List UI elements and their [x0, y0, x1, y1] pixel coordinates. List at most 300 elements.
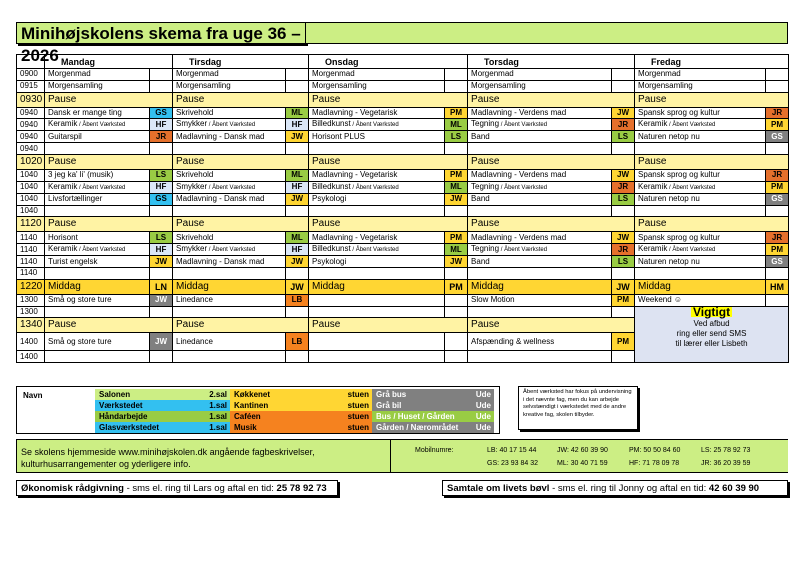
pause-cell: Pause — [468, 217, 635, 232]
course-cell: Morgensamling — [468, 80, 612, 92]
teacher-code: JW — [286, 193, 309, 205]
schedule-row — [17, 107, 789, 119]
time-cell: 1140 — [17, 232, 45, 244]
room-floor: 1.sal — [209, 412, 227, 421]
teacher-code — [766, 267, 789, 279]
economic-advice-text: - sms el. ring til Lars og aftal en tid: — [123, 483, 277, 494]
course-cell: Billedkunst / Åbent Værksted — [309, 244, 445, 256]
time-cell: 1300 — [17, 306, 45, 318]
teacher-code — [612, 143, 635, 155]
mobile-label: Mobilnumre: — [415, 447, 454, 454]
pause-cell: Pause — [309, 154, 468, 169]
teacher-code — [612, 69, 635, 81]
course-cell: Psykologi — [309, 193, 445, 205]
time-cell: 1140 — [17, 244, 45, 256]
room-name: Håndarbejde — [99, 412, 148, 421]
teacher-code: JR — [612, 119, 635, 131]
teacher-code: HF — [150, 244, 173, 256]
course-cell: Slow Motion — [468, 294, 612, 306]
course-cell: Keramik / Åbent Værksted — [45, 244, 150, 256]
room-name: Værkstedet — [99, 401, 143, 410]
course-cell — [173, 267, 286, 279]
teacher-code: GS — [150, 193, 173, 205]
phone-number: LB: 40 17 15 44 — [487, 447, 537, 454]
course-cell: Dansk er mange ting — [45, 107, 150, 119]
room-floor: 1.sal — [209, 401, 227, 410]
room-floor: Ude — [475, 390, 491, 399]
empty-cell — [468, 351, 612, 363]
course-cell — [309, 267, 445, 279]
teacher-code — [766, 143, 789, 155]
course-cell: Horisont PLUS — [309, 131, 445, 143]
legend-col-2 — [230, 389, 372, 433]
teacher-code — [445, 143, 468, 155]
economic-advice-number: 25 78 92 73 — [276, 483, 327, 494]
teacher-code: HF — [286, 244, 309, 256]
teacher-code: HM — [766, 279, 789, 294]
room-floor: 2.sal — [209, 390, 227, 399]
course-cell: Keramik / Åbent Værksted — [635, 181, 766, 193]
teacher-code — [766, 205, 789, 217]
teacher-code: JW — [445, 256, 468, 268]
course-cell: Keramik / Åbent Værksted — [45, 181, 150, 193]
pause-cell: Pause — [173, 318, 309, 333]
schedule-row — [17, 131, 789, 143]
open-workshop-tag: / Åbent Værksted — [499, 122, 548, 129]
course-cell: Madlavning - Verdens mad — [468, 107, 612, 119]
teacher-code: PM — [445, 107, 468, 119]
course-cell: Afspænding & wellness — [468, 333, 612, 351]
room-name: Musik — [234, 423, 257, 432]
info-line-1: Se skolens hjemmeside www.minihøjskolen.dk angående fagbeskrivelser, — [21, 447, 315, 457]
teacher-code: PM — [766, 119, 789, 131]
course-cell: Morgenmad — [309, 69, 445, 81]
vigtigt-line: Ved afbud — [693, 318, 730, 328]
course-cell: Tegning / Åbent Værksted — [468, 119, 612, 131]
schedule-row — [17, 154, 789, 169]
open-workshop-tag: / Åbent Værksted — [77, 122, 126, 129]
teacher-code — [286, 267, 309, 279]
room-name: Glasværkstedet — [99, 423, 160, 432]
room-name: Grå bus — [376, 390, 407, 399]
room-floor: stuen — [347, 423, 369, 432]
course-cell: Guitarspil — [45, 131, 150, 143]
empty-cell — [468, 306, 612, 318]
empty-cell — [173, 306, 286, 318]
schedule-row — [17, 217, 789, 232]
teacher-code — [766, 80, 789, 92]
schedule-row — [17, 69, 789, 81]
course-cell: Linedance — [173, 333, 286, 351]
course-cell: Smykker / Åbent Værksted — [173, 119, 286, 131]
time-cell: 0930 — [17, 92, 45, 107]
course-cell: Skrivehold — [173, 232, 286, 244]
time-cell: 1140 — [17, 256, 45, 268]
pause-cell: Pause — [309, 92, 468, 107]
time-cell: 0940 — [17, 143, 45, 155]
open-workshop-tag: / Åbent Værksted — [350, 247, 399, 254]
teacher-code — [766, 69, 789, 81]
economic-advice-title: Økonomisk rådgivning — [21, 483, 124, 494]
course-cell: Morgensamling — [173, 80, 286, 92]
teacher-code: LS — [445, 131, 468, 143]
open-workshop-tag: / Åbent Værksted — [667, 184, 716, 191]
pause-cell: Pause — [635, 217, 789, 232]
teacher-code — [445, 267, 468, 279]
legend-room — [95, 389, 230, 400]
legend-room — [230, 422, 372, 433]
schedule-row — [17, 267, 789, 279]
course-cell — [45, 143, 150, 155]
teacher-code: JW — [612, 107, 635, 119]
course-cell: Skrivehold — [173, 107, 286, 119]
time-cell: 1040 — [17, 205, 45, 217]
legend-room — [372, 389, 494, 400]
course-cell: Morgensamling — [635, 80, 766, 92]
course-cell: Psykologi — [309, 256, 445, 268]
course-cell: Naturen netop nu — [635, 193, 766, 205]
midday-cell: Middag — [635, 279, 766, 294]
course-cell: Smykker / Åbent Værksted — [173, 244, 286, 256]
website-info — [21, 446, 381, 470]
schedule-row — [17, 205, 789, 217]
room-name: Køkkenet — [234, 390, 271, 399]
empty-cell — [309, 351, 445, 363]
teacher-code: GS — [766, 131, 789, 143]
pause-cell: Pause — [45, 154, 173, 169]
teacher-code: GS — [766, 256, 789, 268]
teacher-code: JR — [766, 232, 789, 244]
open-workshop-tag: / Åbent Værksted — [207, 247, 256, 254]
time-cell: 0940 — [17, 131, 45, 143]
course-cell: Tegning / Åbent Værksted — [468, 181, 612, 193]
room-legend — [16, 386, 500, 434]
vigtigt-line: ring eller send SMS — [676, 328, 747, 338]
teacher-code: JR — [150, 131, 173, 143]
course-cell: Weekend ☺ — [635, 294, 766, 306]
teacher-code — [612, 80, 635, 92]
course-cell: Morgenmad — [468, 69, 612, 81]
course-cell — [635, 143, 766, 155]
legend-room — [230, 411, 372, 422]
phone-number: PM: 50 50 84 60 — [629, 447, 681, 454]
pause-cell: Pause — [173, 154, 309, 169]
teacher-code: ML — [445, 119, 468, 131]
teacher-code: JR — [612, 244, 635, 256]
time-cell: 1020 — [17, 154, 45, 169]
teacher-code: LS — [612, 193, 635, 205]
time-cell: 1140 — [17, 267, 45, 279]
teacher-code — [150, 69, 173, 81]
teacher-code: LB — [286, 333, 309, 351]
teacher-code: PM — [445, 279, 468, 294]
course-cell: Madlavning - Vegetarisk — [309, 107, 445, 119]
empty-code — [286, 306, 309, 318]
course-cell: Linedance — [173, 294, 286, 306]
room-name: Bus / Huset / Gården — [376, 412, 455, 421]
time-header — [17, 55, 45, 69]
midday-cell: Middag — [173, 279, 286, 294]
teacher-code: JW — [286, 256, 309, 268]
teacher-code — [445, 333, 468, 351]
course-cell: Naturen netop nu — [635, 256, 766, 268]
time-cell: 1400 — [17, 351, 45, 363]
legend-col-3 — [372, 389, 494, 433]
day-header-torsdag: Torsdag — [468, 55, 635, 69]
room-name: Gården / Nærområdet — [376, 423, 459, 432]
room-floor: Ude — [475, 412, 491, 421]
day-header-tirsdag: Tirsdag — [173, 55, 309, 69]
time-cell: 1220 — [17, 279, 45, 294]
empty-code — [150, 351, 173, 363]
pause-cell: Pause — [635, 92, 789, 107]
teacher-code: HF — [150, 181, 173, 193]
schedule-table — [16, 54, 789, 363]
time-cell: 1120 — [17, 217, 45, 232]
teacher-code: JW — [612, 279, 635, 294]
teacher-code: GS — [150, 107, 173, 119]
time-cell: 1040 — [17, 193, 45, 205]
empty-code — [612, 306, 635, 318]
room-floor: Ude — [475, 401, 491, 410]
title-bar — [306, 22, 788, 44]
course-cell: Turist engelsk — [45, 256, 150, 268]
teacher-code: ML — [286, 169, 309, 181]
life-talk — [442, 480, 788, 496]
life-talk-text: - sms el. ring til Jonny og aftal en tid: — [549, 483, 709, 494]
teacher-code: JW — [150, 333, 173, 351]
course-cell: Naturen netop nu — [635, 131, 766, 143]
teacher-code: ML — [445, 181, 468, 193]
pause-cell: Pause — [468, 154, 635, 169]
room-name: Caféen — [234, 412, 261, 421]
teacher-code: GS — [766, 193, 789, 205]
teacher-code — [150, 143, 173, 155]
schedule-row — [17, 92, 789, 107]
phone-number: LS: 25 78 92 73 — [701, 447, 751, 454]
legend-room — [95, 411, 230, 422]
time-cell: 0940 — [17, 119, 45, 131]
day-header-mandag: Mandag — [45, 55, 173, 69]
course-cell — [468, 267, 612, 279]
teacher-code — [286, 205, 309, 217]
open-workshop-tag: / Åbent Værksted — [77, 247, 126, 254]
teacher-code — [150, 205, 173, 217]
course-cell — [309, 294, 445, 306]
legend-col-1 — [95, 389, 230, 433]
teacher-code: LS — [612, 256, 635, 268]
empty-cell — [309, 306, 445, 318]
teacher-code — [766, 294, 789, 306]
time-cell: 1040 — [17, 169, 45, 181]
teacher-code: PM — [445, 232, 468, 244]
course-cell: Billedkunst / Åbent Værksted — [309, 181, 445, 193]
teacher-code: JW — [286, 131, 309, 143]
course-cell — [309, 205, 445, 217]
life-talk-number: 42 60 39 90 — [708, 483, 760, 494]
course-cell: Madlavning - Dansk mad — [173, 131, 286, 143]
teacher-code — [150, 80, 173, 92]
pause-cell: Pause — [309, 217, 468, 232]
teacher-code: LB — [286, 294, 309, 306]
time-cell: 1300 — [17, 294, 45, 306]
schedule-row — [17, 232, 789, 244]
course-cell: Morgensamling — [309, 80, 445, 92]
course-cell — [468, 205, 612, 217]
teacher-code: ML — [445, 244, 468, 256]
schedule-row — [17, 169, 789, 181]
pause-cell: Pause — [635, 154, 789, 169]
course-cell: Livsfortællinger — [45, 193, 150, 205]
teacher-code — [612, 205, 635, 217]
course-cell: Band — [468, 193, 612, 205]
teacher-code: LS — [150, 169, 173, 181]
teacher-code: PM — [612, 294, 635, 306]
course-cell: Horisont — [45, 232, 150, 244]
open-workshop-tag: / Åbent Værksted — [350, 184, 399, 191]
empty-code — [612, 351, 635, 363]
teacher-code: PM — [766, 244, 789, 256]
teacher-code: JW — [445, 193, 468, 205]
course-cell: Keramik / Åbent Værksted — [635, 119, 766, 131]
phone-number: ML: 30 40 71 59 — [557, 460, 608, 467]
midday-cell: Middag — [468, 279, 612, 294]
room-name: Kantinen — [234, 401, 269, 410]
time-cell: 0940 — [17, 107, 45, 119]
schedule-row — [17, 256, 789, 268]
course-cell: Tegning / Åbent Værksted — [468, 244, 612, 256]
open-workshop-note: Åbent værksted har fokus på undervisning i det nævnte fag, men du kan arbejde selvstændigt i værkstedet med de andre kreative fag, skolen tilbyder. — [518, 386, 638, 430]
legend-room — [372, 411, 494, 422]
empty-code — [445, 351, 468, 363]
course-cell: Billedkunst / Åbent Værksted — [309, 119, 445, 131]
open-workshop-tag: / Åbent Værksted — [667, 122, 716, 129]
teacher-code — [286, 143, 309, 155]
phone-number: GS: 23 93 84 32 — [487, 460, 538, 467]
legend-room — [95, 422, 230, 433]
teacher-code: LS — [150, 232, 173, 244]
empty-code — [445, 306, 468, 318]
midday-cell: Middag — [309, 279, 445, 294]
day-header-onsdag: Onsdag — [309, 55, 468, 69]
course-cell: Morgenmad — [635, 69, 766, 81]
legend-header: Navn — [23, 391, 43, 400]
course-cell: Små og store ture — [45, 294, 150, 306]
teacher-code — [445, 205, 468, 217]
pause-cell: Pause — [173, 217, 309, 232]
course-cell: Skrivehold — [173, 169, 286, 181]
teacher-code — [445, 294, 468, 306]
schedule-row — [17, 244, 789, 256]
teacher-code — [445, 80, 468, 92]
schedule-row — [17, 119, 789, 131]
phone-number: HF: 71 78 09 78 — [629, 460, 680, 467]
course-cell: Morgensamling — [45, 80, 150, 92]
midday-cell: Middag — [45, 279, 150, 294]
schedule-row — [17, 193, 789, 205]
course-cell — [45, 267, 150, 279]
teacher-code — [286, 80, 309, 92]
info-line-2: kulturhusarrangementer og yderligere info. — [21, 459, 191, 469]
course-cell — [468, 143, 612, 155]
open-workshop-tag: / Åbent Værksted — [499, 247, 548, 254]
teacher-code — [286, 69, 309, 81]
course-cell: Madlavning - Dansk mad — [173, 193, 286, 205]
legend-room — [372, 400, 494, 411]
vigtigt-title: Vigtigt — [692, 306, 731, 319]
course-cell — [635, 267, 766, 279]
info-box — [16, 439, 788, 473]
teacher-code: JW — [612, 169, 635, 181]
time-cell: 0915 — [17, 80, 45, 92]
teacher-code: JW — [612, 232, 635, 244]
pause-cell: Pause — [309, 318, 468, 333]
time-cell: 1040 — [17, 181, 45, 193]
teacher-code — [612, 267, 635, 279]
course-cell — [635, 205, 766, 217]
legend-room — [95, 400, 230, 411]
course-cell: Spansk sprog og kultur — [635, 232, 766, 244]
schedule-row — [17, 80, 789, 92]
legend-room — [230, 389, 372, 400]
pause-cell: Pause — [45, 318, 173, 333]
teacher-code: ML — [286, 107, 309, 119]
empty-code — [150, 306, 173, 318]
empty-cell — [45, 306, 150, 318]
teacher-code: HF — [150, 119, 173, 131]
course-cell: Keramik / Åbent Værksted — [635, 244, 766, 256]
teacher-code: JR — [766, 107, 789, 119]
schedule-row — [17, 181, 789, 193]
teacher-code: JW — [150, 256, 173, 268]
open-workshop-tag: / Åbent Værksted — [77, 184, 126, 191]
course-cell: Morgenmad — [45, 69, 150, 81]
time-cell: 1340 — [17, 318, 45, 333]
phone-number: JR: 36 20 39 59 — [701, 460, 751, 467]
phone-number: JW: 42 60 39 90 — [557, 447, 608, 454]
course-cell — [173, 143, 286, 155]
course-cell: Smykker / Åbent Værksted — [173, 181, 286, 193]
course-cell: Keramik / Åbent Værksted — [45, 119, 150, 131]
teacher-code — [150, 267, 173, 279]
course-cell: Spansk sprog og kultur — [635, 169, 766, 181]
phone-numbers — [390, 440, 788, 472]
economic-advice — [16, 480, 338, 496]
time-cell: 1400 — [17, 333, 45, 351]
course-cell: Morgenmad — [173, 69, 286, 81]
teacher-code: LS — [612, 131, 635, 143]
course-cell: Spansk sprog og kultur — [635, 107, 766, 119]
teacher-code: JR — [766, 169, 789, 181]
course-cell — [309, 143, 445, 155]
empty-cell — [173, 351, 286, 363]
open-workshop-tag: / Åbent Værksted — [207, 122, 256, 129]
pause-cell: Pause — [173, 92, 309, 107]
course-cell: Madlavning - Vegetarisk — [309, 169, 445, 181]
pause-cell: Pause — [45, 92, 173, 107]
room-name: Salonen — [99, 390, 131, 399]
course-cell: Band — [468, 256, 612, 268]
teacher-code: PM — [766, 181, 789, 193]
pause-cell: Pause — [45, 217, 173, 232]
teacher-code: JW — [150, 294, 173, 306]
teacher-code: ML — [286, 232, 309, 244]
legend-room — [230, 400, 372, 411]
teacher-code: HF — [286, 181, 309, 193]
teacher-code: PM — [612, 333, 635, 351]
room-floor: 1.sal — [209, 423, 227, 432]
empty-cell — [45, 351, 150, 363]
